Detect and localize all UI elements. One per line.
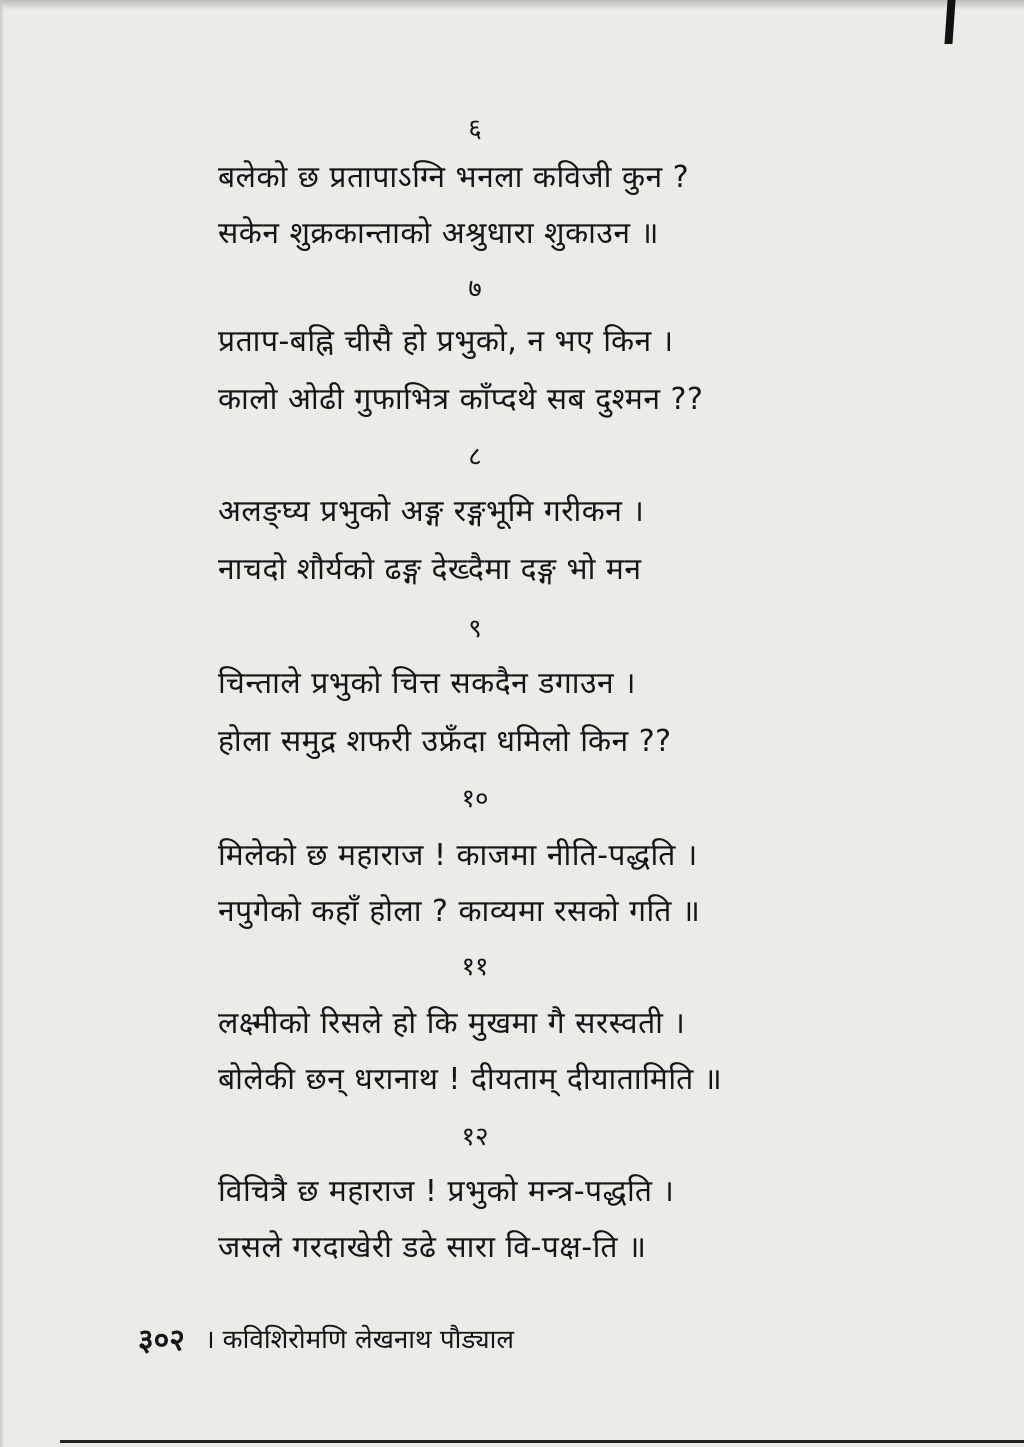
verse-line: बलेको छ प्रतापाऽग्नि भनला कविजी कुन ? [218, 160, 690, 195]
verse-line: नाचदो शौर्यको ढङ्ग देख्दैमा दङ्ग भो मन [218, 552, 642, 587]
verse-line: सकेन शुक्रकान्ताको अश्रुधारा शुकाउन ॥ [218, 216, 659, 251]
stanza-number: ९ [468, 614, 482, 644]
page-number: ३०२ [138, 1322, 185, 1358]
verse-line: बोलेकी छन् धरानाथ ! दीयताम् दीयातामिति ॥ [218, 1062, 723, 1097]
stanza-number: ११ [461, 952, 489, 982]
verse-line: मिलेको छ महाराज ! काजमा नीति-पद्धति । [218, 838, 698, 873]
stanza-number: १२ [461, 1122, 489, 1152]
stanza-number: ६ [468, 114, 482, 144]
page-left-edge [0, 0, 4, 1447]
page-bottom-edge [60, 1440, 1024, 1443]
verse-line: अलङ्घ्य प्रभुको अङ्ग रङ्गभूमि गरीकन । [218, 494, 645, 529]
verse-line: नपुगेको कहाँ होला ? काव्यमा रसको गति ॥ [218, 894, 701, 929]
binding-mark [944, 0, 955, 44]
verse-line: विचित्रै छ महाराज ! प्रभुको मन्त्र-पद्धति । [218, 1174, 675, 1209]
footer-separator: । [204, 1325, 215, 1355]
verse-line: जसले गरदाखेरी डढे सारा वि-पक्ष-ति ॥ [218, 1230, 647, 1265]
verse-line: प्रताप-बह्नि चीसै हो प्रभुको, न भए किन । [218, 324, 674, 359]
stanza-number: १० [461, 784, 489, 814]
stanza-number: ७ [468, 274, 482, 304]
verse-line: चिन्ताले प्रभुको चित्त सकदैन डगाउन । [218, 666, 637, 701]
stanza-number: ८ [468, 442, 482, 472]
page-footer [138, 1318, 514, 1358]
page-top-shadow [0, 0, 1024, 10]
verse-line: लक्ष्मीको रिसले हो कि मुखमा गै सरस्वती । [218, 1006, 686, 1041]
verse-line: होला समुद्र शफरी उफ्रँदा धमिलो किन ?? [218, 724, 672, 759]
book-title: कविशिरोमणि लेखनाथ पौड्याल [222, 1325, 515, 1355]
verse-line: कालो ओढी गुफाभित्र काँप्दथे सब दुश्मन ?? [218, 382, 704, 417]
